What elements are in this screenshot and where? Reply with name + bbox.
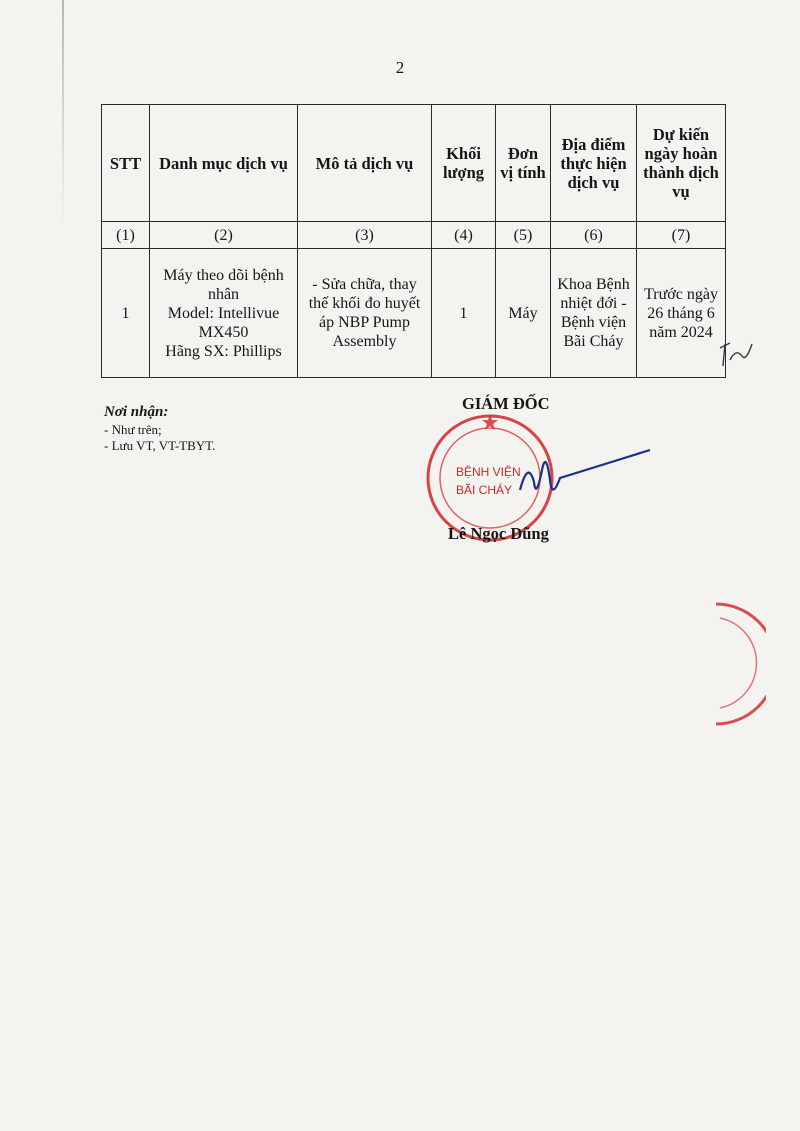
header-category: Danh mục dịch vụ [150, 105, 298, 222]
recipient-item: - Lưu VT, VT-TBYT. [104, 438, 216, 453]
column-index: (3) [298, 222, 432, 249]
cell-category [150, 249, 298, 378]
table-row [102, 249, 726, 378]
column-index: (7) [637, 222, 726, 249]
header-description: Mô tả dịch vụ [298, 105, 432, 222]
page-number: 2 [395, 58, 405, 77]
table-header-row [102, 105, 726, 222]
signer-name: Lê Ngọc Dũng [448, 524, 549, 543]
header-location: Địa điểm thực hiện dịch vụ [551, 105, 637, 222]
cell-description: - Sửa chữa, thay thế khối đo huyết áp NBP Pump Assembly [298, 249, 432, 378]
column-index: (6) [551, 222, 637, 249]
stamp-text-line-2: BÃI CHÁY [456, 483, 513, 497]
cell-stt: 1 [102, 249, 150, 378]
handwritten-signature [470, 430, 670, 520]
header-completion: Dự kiến ngày hoàn thành dịch vụ [637, 105, 726, 222]
column-index: (1) [102, 222, 150, 249]
signer-position: GIÁM ĐỐC [462, 394, 550, 413]
services-table [101, 104, 726, 378]
stamp-text-line-1: BỆNH VIỆN [456, 465, 521, 479]
paper-fold-edge [62, 0, 64, 230]
header-unit: Đơn vị tính [496, 105, 551, 222]
category-text: Máy theo dõi bệnh nhân Model: Intellivue MX450 Hãng SX: Phillips [163, 266, 284, 360]
handwritten-initial-mark [716, 334, 756, 374]
column-index: (2) [150, 222, 298, 249]
recipient-item: - Như trên; [104, 422, 162, 437]
recipients-title: Nơi nhận: [104, 404, 169, 420]
cell-completion: Trước ngày 26 tháng 6 năm 2024 [637, 249, 726, 378]
column-index-row [102, 222, 726, 249]
column-index: (5) [496, 222, 551, 249]
page-seal-stamp-partial [676, 600, 766, 730]
cell-location: Khoa Bệnh nhiệt đới - Bệnh viện Bãi Cháy [551, 249, 637, 378]
cell-quantity: 1 [432, 249, 496, 378]
column-index: (4) [432, 222, 496, 249]
recipients-block [104, 404, 215, 454]
cell-unit: Máy [496, 249, 551, 378]
header-quantity: Khối lượng [432, 105, 496, 222]
header-stt: STT [102, 105, 150, 222]
